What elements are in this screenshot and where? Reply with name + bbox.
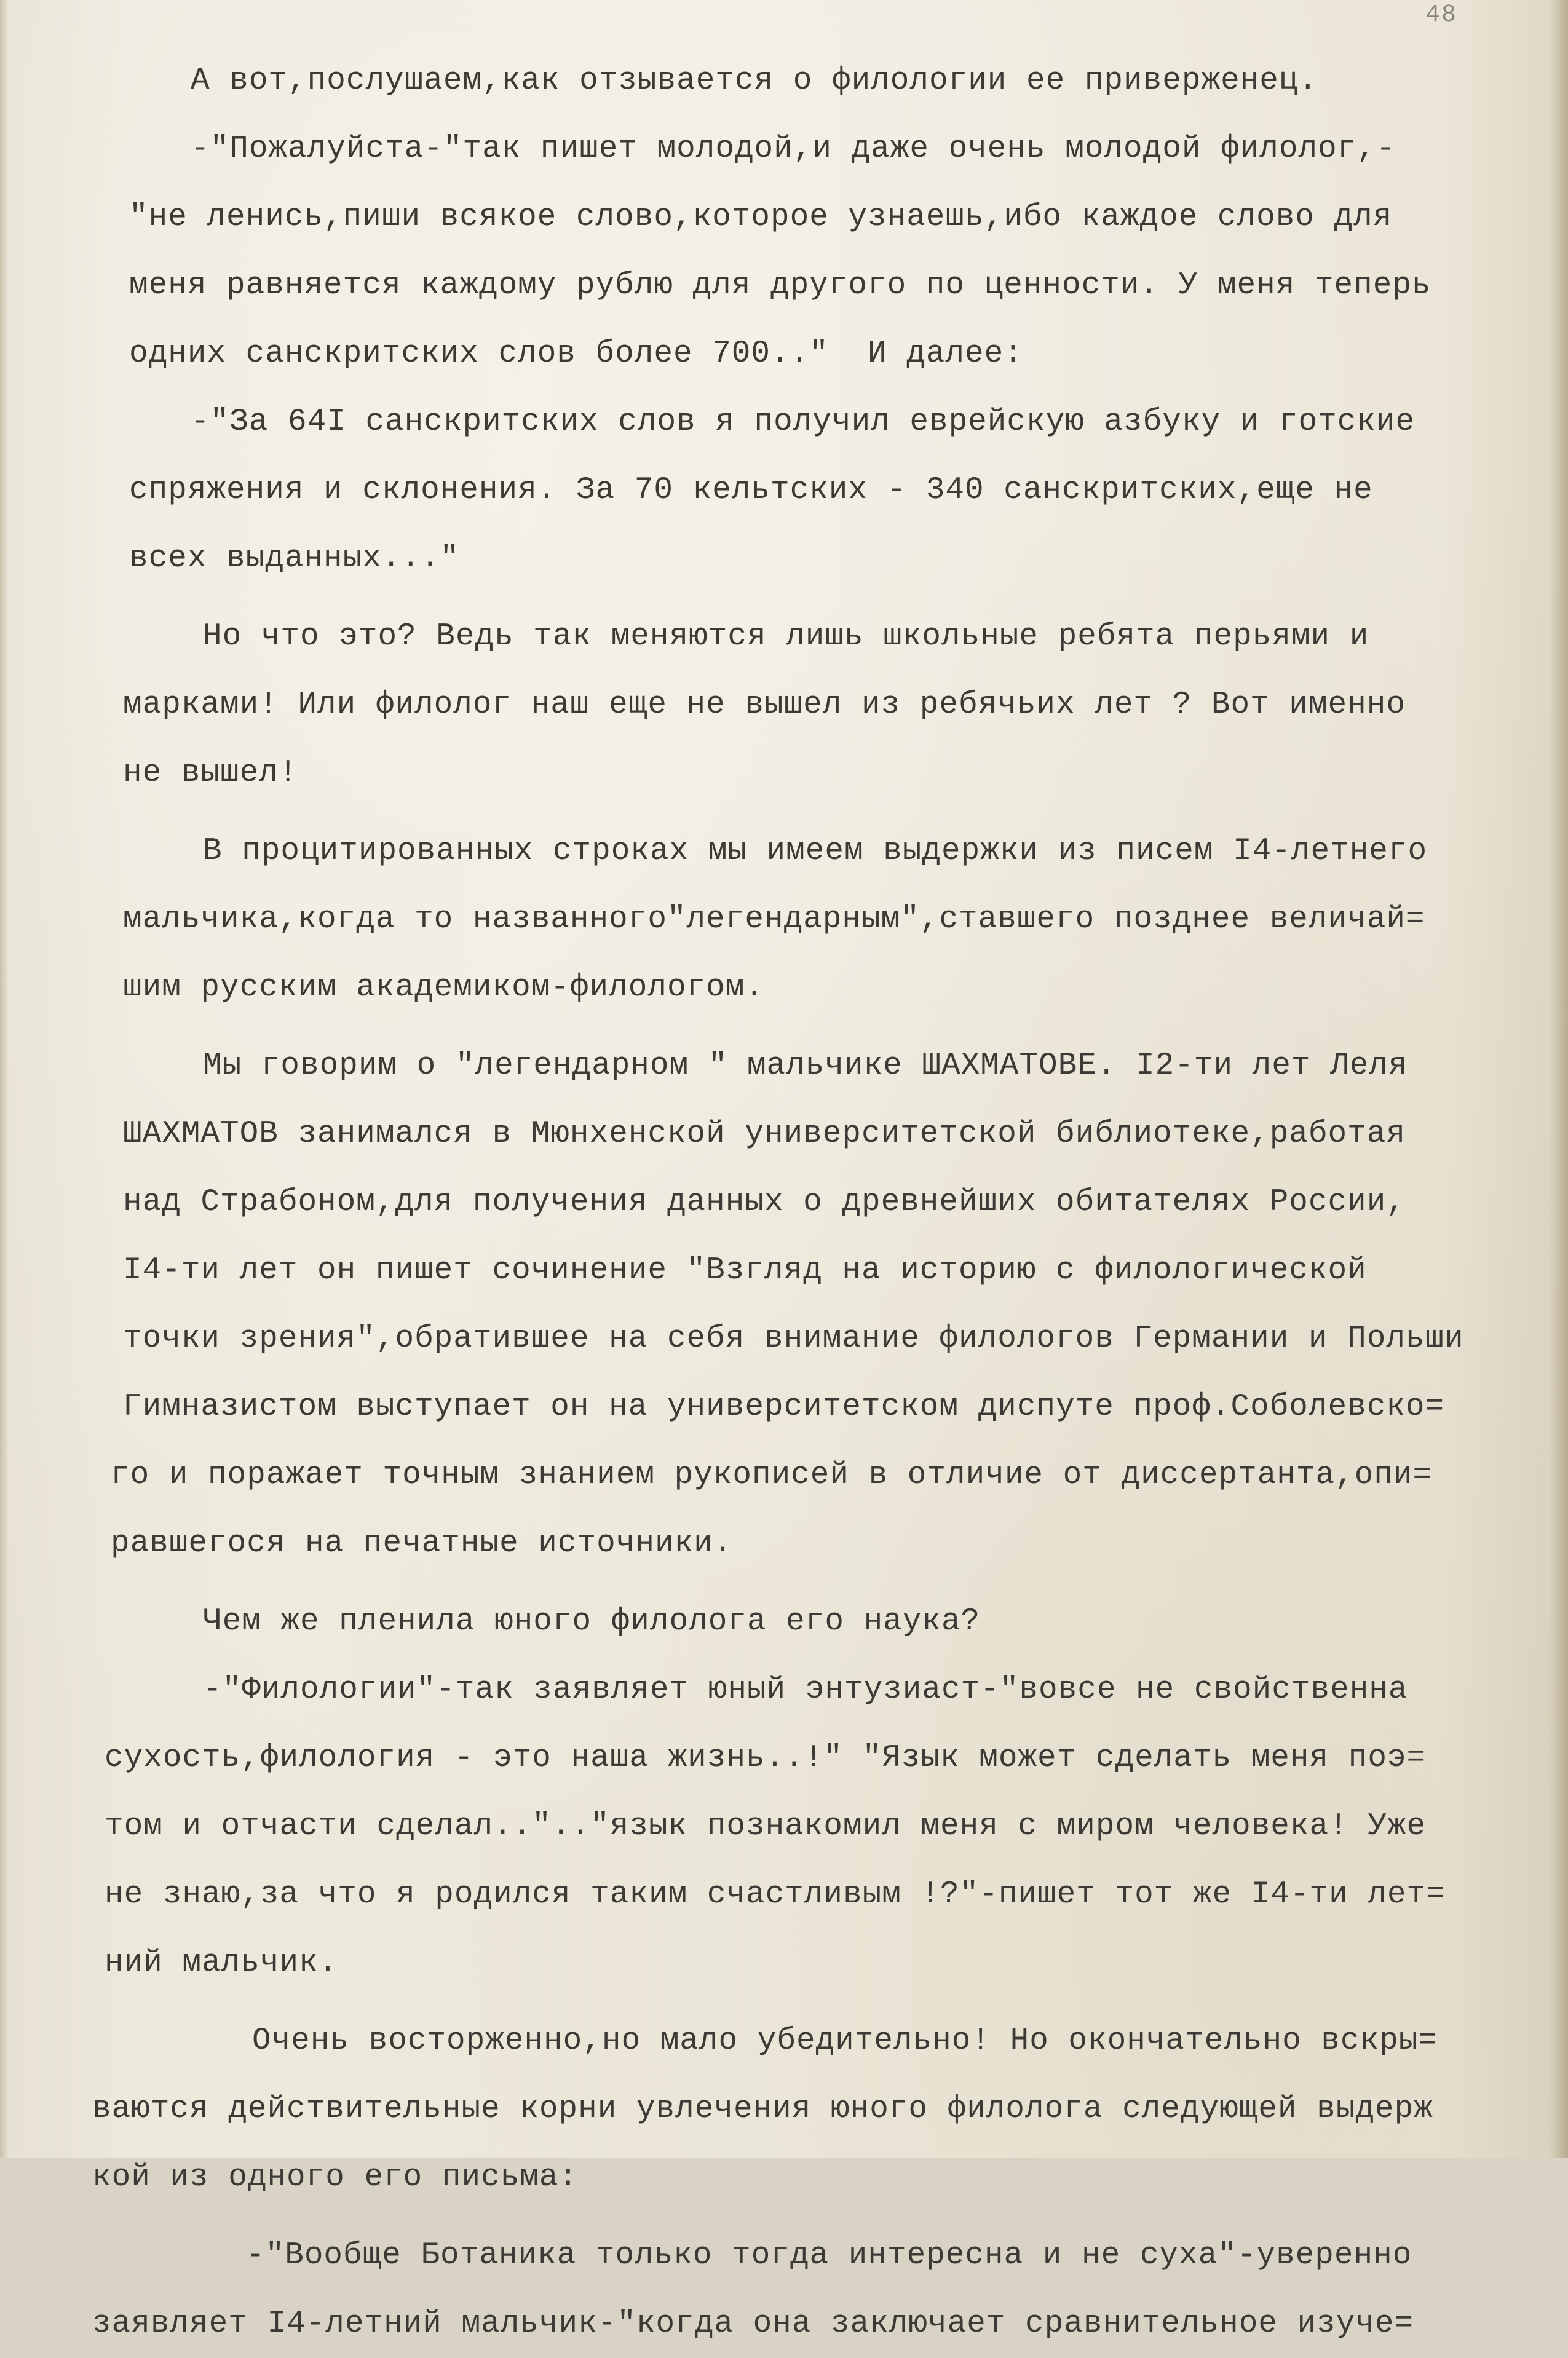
paper-edge-left [0,0,9,2158]
text-line: -"Филологии"-так заявляет юный энтузиаст-"вовсе не свойственна [203,1672,1408,1707]
typewritten-text-block [92,47,1525,2358]
text-line: ШАХМАТОВ занимался в Мюнхенской университетской библиотеке,работая [123,1117,1406,1152]
text-line: "не ленись,пиши всякое слово,которое узнаешь,ибо каждое слово для [129,200,1393,235]
text-line: кой из одного его письма: [92,2160,579,2195]
text-line: Мы говорим о "легендарном " мальчике ШАХМАТОВЕ. I2-ти лет Леля [203,1048,1408,1083]
text-line: всех выданных..." [129,541,460,576]
text-line: ний мальчик. [105,1945,338,1980]
text-line: -"Вообще Ботаника только тогда интересна и не суха"-уверенно [246,2238,1412,2273]
text-line: том и отчасти сделал..".."язык познакомил меня с миром человека! Уже [105,1809,1427,1844]
text-line: Чем же пленила юного филолога его наука? [203,1604,981,1639]
text-line: Очень восторженно,но мало убедительно! Но окончательно вскры= [252,2024,1438,2059]
text-line: Но что это? Ведь так меняются лишь школьные ребята перьями и [203,619,1369,654]
text-line: го и поражает точным знанием рукописей в отличие от диссертанта,опи= [111,1458,1433,1493]
text-line: В процитированных строках мы имеем выдержки из писем I4-летнего [203,834,1428,869]
page-number: 48 [1425,1,1458,29]
text-line: ваются действительные корни увлечения юного филолога следующей выдерж [92,2092,1433,2127]
text-line: -"Пожалуйста-"так пишет молодой,и даже очень молодой филолог,- [191,132,1396,167]
text-line: одних санскритских слов более 700.." И далее: [129,336,1023,371]
text-line: сухость,филология - это наша жизнь..!" "Язык может сделать меня поэ= [105,1741,1427,1776]
paper-edge-right [1550,0,1568,2158]
text-line: Гимназистом выступает он на университетском диспуте проф.Соболевско= [123,1390,1445,1425]
text-line: заявляет I4-летний мальчик-"когда она заключает сравнительное изуче= [92,2306,1414,2341]
text-line: шим русским академиком-филологом. [123,970,764,1005]
text-line: марками! Или филолог наш еще не вышел из ребячьих лет ? Вот именно [123,687,1406,722]
text-line: не вышел! [123,756,298,791]
text-line: равшегося на печатные источники. [111,1526,733,1561]
text-line: не знаю,за что я родился таким счастливым !?"-пишет тот же I4-ти лет= [105,1877,1446,1912]
text-line: мальчика,когда то названного"легендарным",ставшего позднее величай= [123,902,1425,937]
text-line: над Страбоном,для получения данных о древнейших обитателях России, [123,1185,1406,1220]
text-line: точки зрения",обратившее на себя внимание филологов Германии и Польши [123,1321,1464,1356]
text-line: -"За 64I санскритских слов я получил еврейскую азбуку и готские [191,405,1416,440]
text-line: спряжения и склонения. За 70 кельтских - 340 санскритских,еще не [129,473,1373,508]
text-line: А вот,послушаем,как отзывается о филологии ее приверженец. [191,63,1318,98]
text-line: I4-ти лет он пишет сочинение "Взгляд на историю с филологической [123,1253,1367,1288]
text-line: меня равняется каждому рублю для другого по ценности. У меня теперь [129,268,1431,303]
